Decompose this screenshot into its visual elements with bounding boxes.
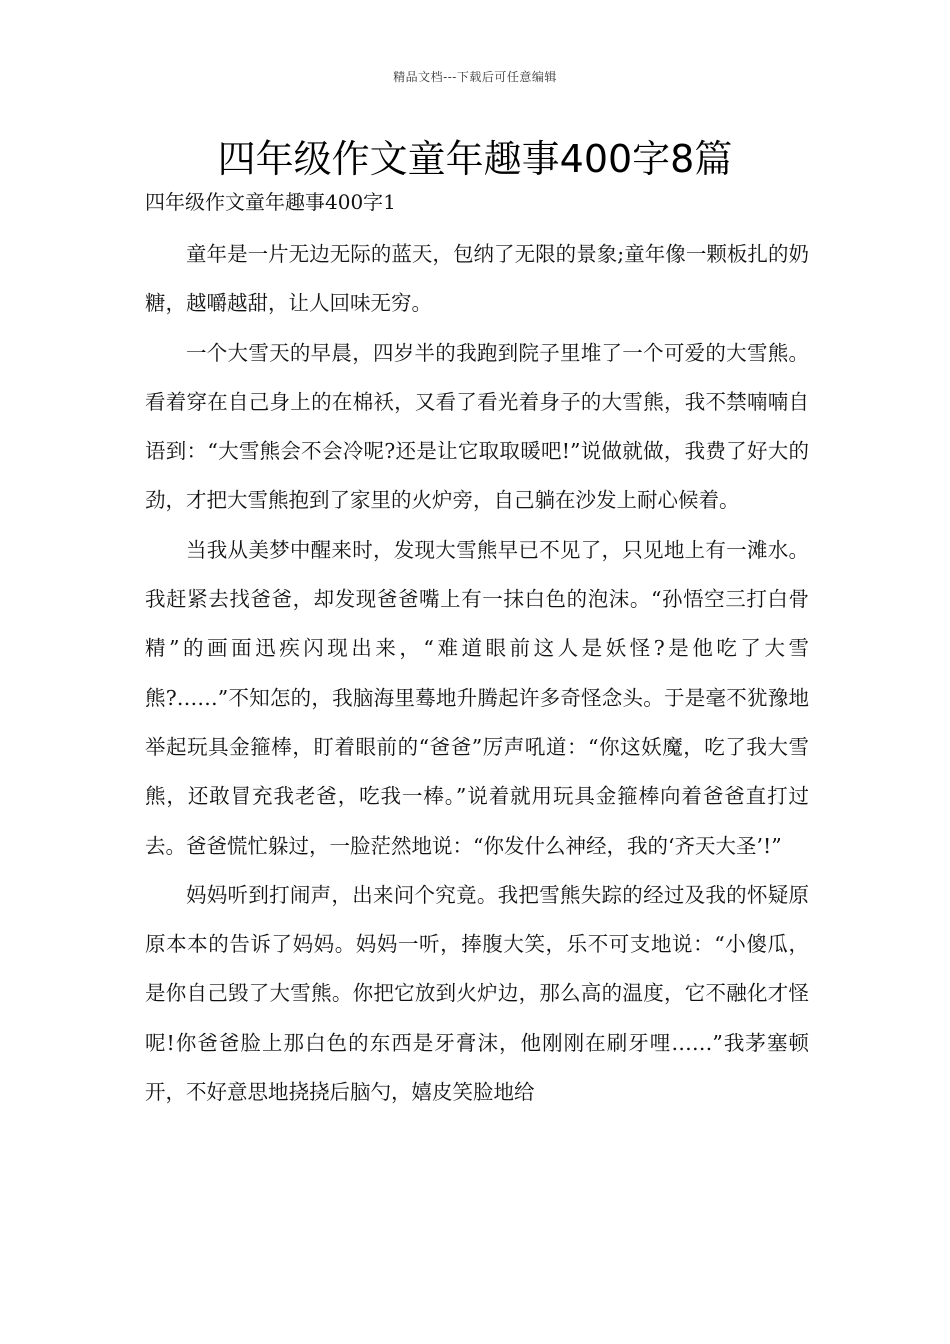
header-note: 精品文档---下载后可任意编辑 (393, 70, 557, 84)
paragraph-3: 当我从美梦中醒来时，发现大雪熊早已不见了，只见地上有一滩水。我赶紧去找爸爸，却发现爸爸嘴上有一抹白色的泡沫。“孙悟空三打白骨精”的画面迅疾闪现出来，“难道眼前这人是妖怪?是他吃了大雪熊?……”不知怎的，我脑海里蓦地升腾起许多奇怪念头。于是毫不犹豫地举起玩具金箍棒，盯着眼前的“爸爸”厉声吼道：“你这妖魔，吃了我大雪熊，还敢冒充我老爸，吃我一棒。”说着就用玩具金箍棒向着爸爸直打过去。爸爸慌忙躲过，一脸茫然地说：“你发什么神经，我的‘齐天大圣’!” (145, 537, 809, 858)
paragraph-1: 童年是一片无边无际的蓝天，包纳了无限的景象;童年像一颗板扎的奶糖，越嚼越甜，让人回味无穷。 (145, 242, 809, 316)
document-body (145, 230, 809, 1117)
section-heading: 四年级作文童年趣事400字1 (145, 190, 396, 214)
paragraph-4: 妈妈听到打闹声，出来问个究竟。我把雪熊失踪的经过及我的怀疑原原本本的告诉了妈妈。妈妈一听，捧腹大笑，乐不可支地说：“小傻瓜，是你自己毁了大雪熊。你把它放到火炉边，那么高的温度，它不融化才怪呢!你爸爸脸上那白色的东西是牙膏沫，他刚刚在刷牙哩……”我茅塞顿开，不好意思地挠挠后脑勺，嬉皮笑脸地给 (145, 882, 809, 1105)
paragraph-2: 一个大雪天的早晨，四岁半的我跑到院子里堆了一个可爱的大雪熊。看着穿在自己身上的在棉袄，又看了看光着身子的大雪熊，我不禁喃喃自语到：“大雪熊会不会冷呢?还是让它取取暖吧!”说做就做，我费了好大的劲，才把大雪熊抱到了家里的火炉旁，自己躺在沙发上耐心候着。 (145, 340, 809, 513)
document-title: 四年级作文童年趣事400字8篇 (217, 137, 733, 181)
